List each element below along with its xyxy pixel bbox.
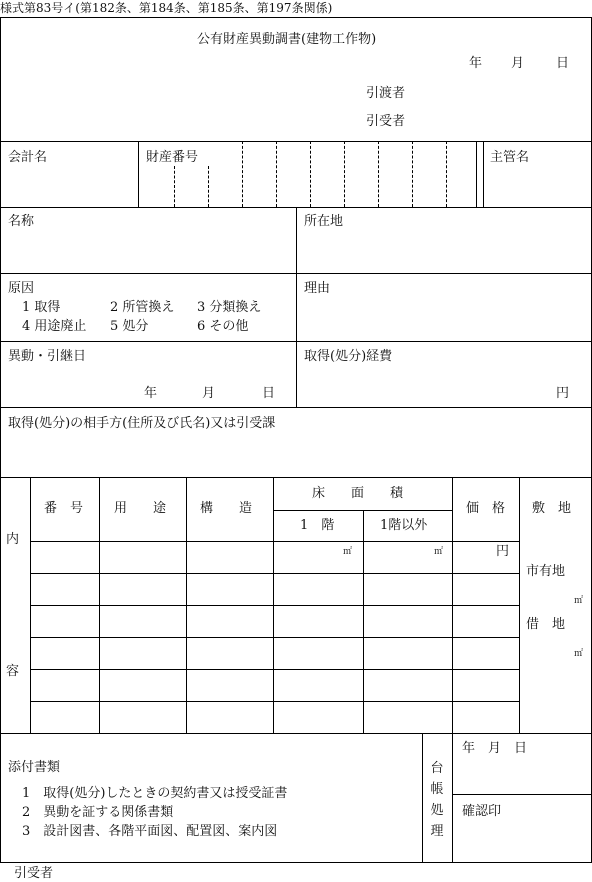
header-use: 用 途 <box>114 501 167 516</box>
date-month-label: 月 <box>511 56 525 71</box>
date-year-label: 年 <box>469 56 483 71</box>
attachments-label: 添付書類 <box>8 760 61 775</box>
date-day-label: 日 <box>556 56 570 71</box>
cause-item-acquire: 1 取得 <box>22 300 61 315</box>
change-date-label: 異動・引継日 <box>8 349 87 364</box>
change-date-day: 日 <box>262 386 276 401</box>
footer-transferee-label: 引受者 <box>14 866 54 881</box>
header-site: 敷 地 <box>532 501 572 516</box>
contents-side-top: 内 <box>6 532 20 547</box>
cost-label: 取得(処分)経費 <box>304 349 393 364</box>
site-lease-label: 借 地 <box>526 617 566 632</box>
ledger-label: 台帳処理 <box>430 761 444 839</box>
account-name-label: 会計名 <box>8 150 48 165</box>
transferor-label: 引渡者 <box>366 86 406 101</box>
header-floor1: 1 階 <box>300 518 335 533</box>
attachment-item-documents: 2 異動を証する関係書類 <box>22 805 174 820</box>
change-date-month: 月 <box>202 386 216 401</box>
cause-item-discontinue: 4 用途廃止 <box>22 319 87 334</box>
transferee-label: 引受者 <box>366 114 406 129</box>
attachment-item-contract: 1 取得(処分)したときの契約書又は授受証書 <box>22 786 288 801</box>
site-city-label: 市有地 <box>526 564 566 579</box>
location-label: 所在地 <box>304 214 344 229</box>
attachment-item-drawings: 3 設計図書、各階平面図、配置図、案内図 <box>22 824 278 839</box>
header-price: 価 格 <box>466 501 506 516</box>
department-label: 主管名 <box>490 150 530 165</box>
change-date-year: 年 <box>144 386 158 401</box>
contents-side-bottom: 容 <box>6 664 20 679</box>
cause-item-other: 6 その他 <box>197 319 249 334</box>
header-floor-area: 床 面 積 <box>312 486 404 501</box>
site-city-m2: ㎡ <box>574 596 584 606</box>
property-number-label: 財産番号 <box>146 150 199 165</box>
site-lease-m2: ㎡ <box>574 649 584 659</box>
header-number: 番 号 <box>44 501 84 516</box>
reason-label: 理由 <box>304 281 331 296</box>
unit-floor-other-m2: ㎡ <box>434 547 444 557</box>
cause-item-reclassify: 3 分類換え <box>197 300 262 315</box>
unit-floor1-m2: ㎡ <box>343 547 353 557</box>
cost-unit: 円 <box>556 386 570 401</box>
cause-item-dispose: 5 処分 <box>110 319 149 334</box>
form-code: 様式第83号イ(第182条、第184条、第185条、第197条関係) <box>0 1 333 15</box>
ledger-date-label: 年 月 日 <box>462 741 528 756</box>
ledger-seal-label: 確認印 <box>462 804 502 819</box>
header-structure: 構 造 <box>200 501 253 516</box>
cause-item-transfer: 2 所管換え <box>110 300 175 315</box>
counterparty-label: 取得(処分)の相手方(住所及び氏名)又は引受課 <box>8 416 276 431</box>
name-label: 名称 <box>8 214 35 229</box>
header-floor-other: 1階以外 <box>380 518 428 533</box>
form-title: 公有財産異動調書(建物工作物) <box>197 32 377 47</box>
cause-label: 原因 <box>8 281 35 296</box>
form-frame <box>0 17 592 863</box>
unit-price-yen: 円 <box>496 544 510 559</box>
